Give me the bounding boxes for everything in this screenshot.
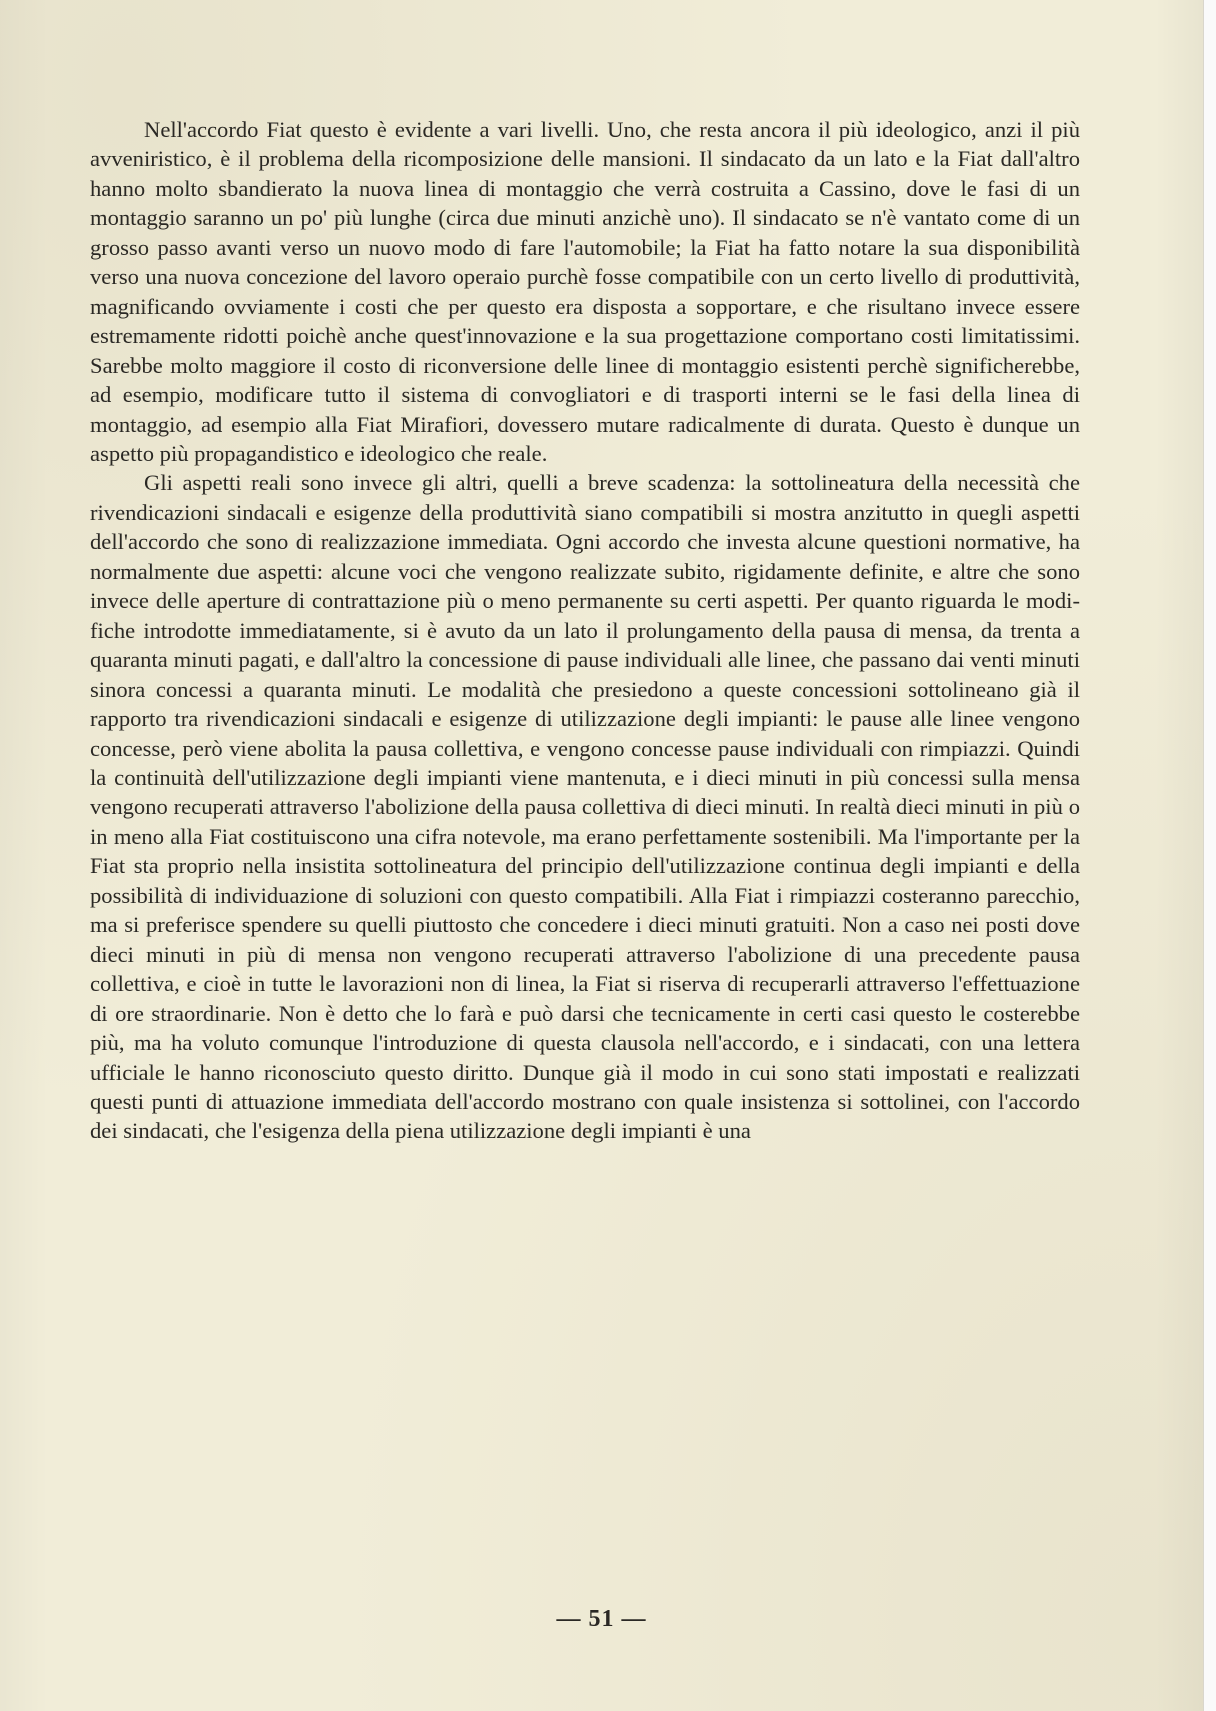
page-number: — 51 — xyxy=(556,1606,647,1632)
scan-edge xyxy=(1203,0,1216,1711)
paragraph-2: Gli aspetti reali sono invece gli altri, quelli a breve scadenza: la sottolineatura della necessità che rivendicazioni sindacali e esigenze della produttività siano compatibili si mostra anzitutto in quegli aspetti dell'accordo che sono di realizzazione immediata. Ogni accordo che investa alcune questioni normative, ha normalmente due aspetti: alcune voci che vengono realizzate subito, rigidamente definite, e altre che sono invece delle aperture di contrattazione più o meno permanente su certi aspetti. Per quanto riguarda le modifiche introdotte immediatamente, si è avuto da un lato il prolungamento della pausa di mensa, da trenta a quaranta minuti pagati, e dall'altro la concessione di pause individuali alle linee, che passano dai venti minuti sinora concessi a quaranta minuti. Le modalità che presiedono a queste concessioni sottolineano già il rapporto tra rivendicazioni sindacali e esigenze di utilizzazione degli impianti: le pause alle linee vengono concesse, però viene abolita la pausa collettiva, e vengono concesse pause individuali con rimpiazzi. Quindi la continuità dell'utilizzazione degli impianti viene mantenuta, e i dieci minuti in più concessi sulla mensa vengono recuperati attraverso l'abolizione della pausa collettiva di dieci minuti. In realtà dieci minuti in più o in meno alla Fiat costituiscono una cifra notevole, ma erano perfettamente sostenibili. Ma l'importante per la Fiat sta proprio nella insistita sottolineatura del principio dell'utilizzazione continua degli impianti e della possibilità di individuazione di soluzioni con questo compatibili. Alla Fiat i rimpiazzi costeranno parecchio, ma si preferisce spendere su quelli piuttosto che concedere i dieci minuti gratuiti. Non a caso nei posti dove dieci minuti in più di mensa non vengono recuperati attraverso l'abolizione di una precedente pausa collettiva, e cioè in tutte le lavorazioni non di linea, la Fiat si riserva di recuperarli attraverso l'effettuazione di ore straordinarie. Non è detto che lo farà e può darsi che tecnicamente in certi casi questo le costerebbe più, ma ha voluto comunque l'introduzione di questa clausola nell'accordo, e i sindacati, con una lettera ufficiale le hanno riconosciuto questo diritto. Dunque già il modo in cui sono stati impostati e realizzati questi punti di attuazione immediata dell'accordo mostrano con quale insistenza si sottolinei, con l'accordo dei sindacati, che l'esigenza della piena utilizzazione degli impianti è una xyxy=(90,470,1080,1144)
paragraph-1: Nell'accordo Fiat questo è evidente a vari livelli. Uno, che resta ancora il più ideologico, anzi il più avveniristico, è il problema della ricomposizione delle mansioni. Il sindacato da un lato e la Fiat dall'altro hanno molto sbandierato la nuova linea di montaggio che verrà costruita a Cassino, dove le fasi di un montaggio saranno un po' più lunghe (circa due minuti anzichè uno). Il sindacato se n'è vantato come di un grosso passo avanti verso un nuovo modo di fare l'automobile; la Fiat ha fatto notare la sua disponibilità verso una nuova concezione del lavoro operaio purchè fosse compatibile con un certo livello di produttività, magnificando ovviamente i costi che per questo era disposta a sopportare, e che risultano invece essere estremamente ridotti poichè anche quest'innovazione e la sua progettazione comportano costi limitatissimi. Sarebbe molto maggiore il costo di riconversione delle linee di montaggio esistenti perchè significherebbe, ad esempio, modificare tutto il sistema di convogliatori e di trasporti interni se le fasi della linea di montaggio, ad esempio alla Fiat Mirafiori, dovessero mutare radicalmente di durata. Questo è dunque un aspetto più propagandistico e ideologico che reale. xyxy=(90,117,1080,466)
body-text xyxy=(90,115,1080,1146)
